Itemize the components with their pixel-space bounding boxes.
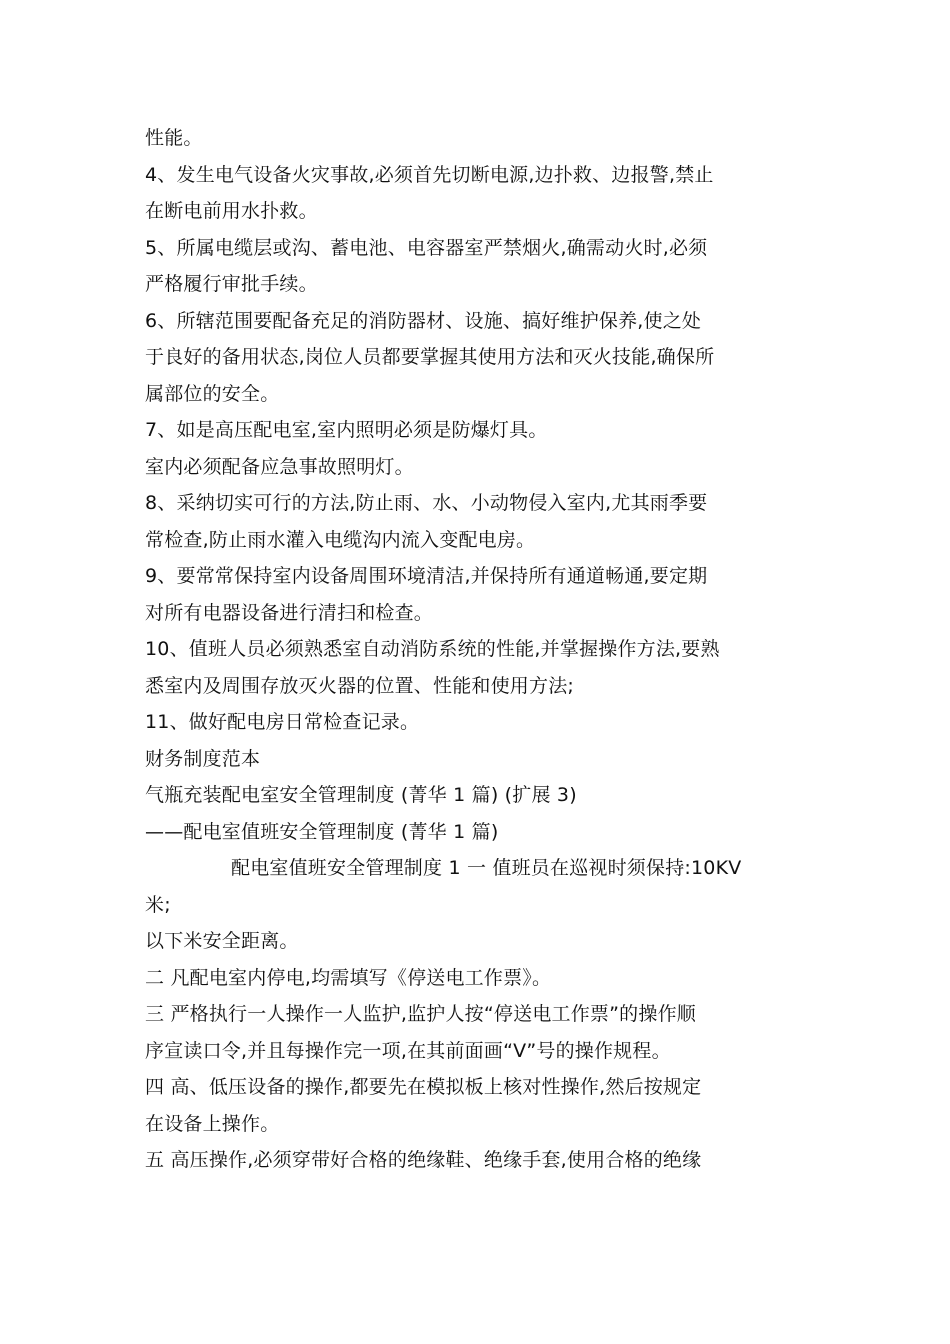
text-line: 严格履行审批手续。 <box>145 273 318 295</box>
document-subtitle: ——配电室值班安全管理制度 (菁华 1 篇) <box>145 820 499 843</box>
text-line: 序宣读口令,并且每操作完一项,在其前面画“V”号的操作规程。 <box>145 1039 671 1062</box>
text-line: 配电室值班安全管理制度 1 一 值班员在巡视时须保持:10KV <box>231 857 742 879</box>
text-line: 11、做好配电房日常检查记录。 <box>145 711 420 733</box>
text-line: 7、如是高压配电室,室内照明必须是防爆灯具。 <box>145 419 548 441</box>
text-line: 于良好的备用状态,岗位人员都要掌握其使用方法和灭火技能,确保所 <box>145 346 715 368</box>
text-line: 以下米安全距离。 <box>145 930 299 952</box>
text-line: 室内必须配备应急事故照明灯。 <box>145 455 414 478</box>
text-line: 对所有电器设备进行清扫和检查。 <box>145 601 434 624</box>
text-line: 性能。 <box>145 127 203 149</box>
text-line: 5、所属电缆层或沟、蓄电池、电容器室严禁烟火,确需动火时,必须 <box>145 236 708 259</box>
text-line: 四 高、低压设备的操作,都要先在模拟板上核对性操作,然后按规定 <box>145 1076 702 1098</box>
text-line: 在设备上操作。 <box>145 1112 280 1135</box>
document-body <box>145 120 810 1179</box>
text-line: 4、发生电气设备火灾事故,必须首先切断电源,边扑救、边报警,禁止 <box>145 163 714 186</box>
section-title: 财务制度范本 <box>145 747 261 770</box>
text-line: 悉室内及周围存放灭火器的位置、性能和使用方法; <box>145 674 575 697</box>
text-line: 二 凡配电室内停电,均需填写《停送电工作票》。 <box>145 966 552 989</box>
text-line: 常检查,防止雨水灌入电缆沟内流入变配电房。 <box>145 528 536 551</box>
text-line: 8、采纳切实可行的方法,防止雨、水、小动物侵入室内,尤其雨季要 <box>145 492 708 514</box>
text-line: 五 高压操作,必须穿带好合格的绝缘鞋、绝缘手套,使用合格的绝缘 <box>145 1149 702 1171</box>
text-line: 10、值班人员必须熟悉室自动消防系统的性能,并掌握操作方法,要熟 <box>145 638 720 660</box>
text-line: 在断电前用水扑救。 <box>145 200 318 222</box>
document-title: 气瓶充装配电室安全管理制度 (菁华 1 篇) (扩展 3) <box>145 784 577 806</box>
text-line: 6、所辖范围要配备充足的消防器材、设施、搞好维护保养,使之处 <box>145 309 702 332</box>
text-line: 三 严格执行一人操作一人监护,监护人按“停送电工作票”的操作顺 <box>145 1003 696 1025</box>
text-line: 9、要常常保持室内设备周围环境清洁,并保持所有通道畅通,要定期 <box>145 565 708 587</box>
text-line: 米; <box>145 893 171 916</box>
text-line: 属部位的安全。 <box>145 382 280 405</box>
